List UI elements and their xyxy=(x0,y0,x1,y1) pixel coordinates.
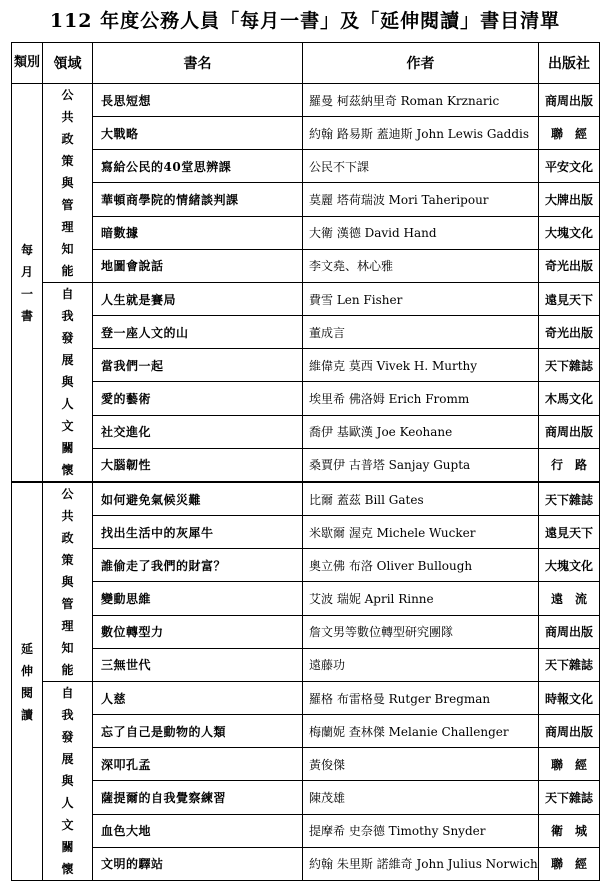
header-publisher: 出版社 xyxy=(539,43,600,84)
table-row xyxy=(12,648,600,681)
publisher-cell: 天下雜誌 xyxy=(539,349,600,382)
author-cell: 詹文男等數位轉型研究團隊 xyxy=(303,615,539,648)
table-row xyxy=(12,582,600,615)
book-title-cell: 人慈 xyxy=(93,682,303,715)
author-cell: 維偉克 莫西 Vivek H. Murthy xyxy=(303,349,539,382)
author-cell: 桑賈伊 古普塔 Sanjay Gupta xyxy=(303,448,539,482)
author-cell: 李文堯、林心雅 xyxy=(303,249,539,282)
table-row xyxy=(12,316,600,349)
author-cell: 大衛 漢德 David Hand xyxy=(303,216,539,249)
publisher-cell: 聯 經 xyxy=(539,748,600,781)
header-area: 領域 xyxy=(43,43,93,84)
table-row xyxy=(12,249,600,282)
author-cell: 比爾 蓋茲 Bill Gates xyxy=(303,482,539,516)
table-row xyxy=(12,748,600,781)
publisher-cell: 大塊文化 xyxy=(539,216,600,249)
book-title-cell: 變動思維 xyxy=(93,582,303,615)
publisher-cell: 商周出版 xyxy=(539,715,600,748)
author-cell: 陳茂雄 xyxy=(303,781,539,814)
author-cell: 埃里希 佛洛姆 Erich Fromm xyxy=(303,382,539,415)
author-cell: 公民不下課 xyxy=(303,150,539,183)
book-title-cell: 暗數據 xyxy=(93,216,303,249)
author-cell: 費雪 Len Fisher xyxy=(303,283,539,316)
author-cell: 羅曼 柯茲納里奇 Roman Krznaric xyxy=(303,84,539,117)
area-cell: 公 共 政 策 與 管 理 知 能 xyxy=(43,84,93,283)
book-title-cell: 找出生活中的灰犀牛 xyxy=(93,516,303,549)
author-cell: 喬伊 基歐漢 Joe Keohane xyxy=(303,415,539,448)
book-title-cell: 深叩孔孟 xyxy=(93,748,303,781)
publisher-cell: 商周出版 xyxy=(539,415,600,448)
area-cell: 自 我 發 展 與 人 文 關 懷 xyxy=(43,283,93,483)
book-title-cell: 薩提爾的自我覺察練習 xyxy=(93,781,303,814)
publisher-cell: 衛 城 xyxy=(539,814,600,847)
book-title-cell: 誰偷走了我們的財富？ xyxy=(93,549,303,582)
book-title-cell: 大戰略 xyxy=(93,117,303,150)
publisher-cell: 商周出版 xyxy=(539,615,600,648)
author-cell: 黃俊傑 xyxy=(303,748,539,781)
author-cell: 羅格 布雷格曼 Rutger Bregman xyxy=(303,682,539,715)
book-title-cell: 當我們一起 xyxy=(93,349,303,382)
page-title: 112 年度公務人員「每月一書」及「延伸閱讀」書目清單 xyxy=(49,10,561,32)
table-row xyxy=(12,549,600,582)
table-row xyxy=(12,448,600,482)
publisher-cell: 天下雜誌 xyxy=(539,781,600,814)
book-title-cell: 血色大地 xyxy=(93,814,303,847)
book-title-cell: 華頓商學院的情緒談判課 xyxy=(93,183,303,216)
book-title-cell: 地圖會說話 xyxy=(93,249,303,282)
category-cell: 延 伸 閱 讀 xyxy=(12,482,43,881)
book-title-cell: 登一座人文的山 xyxy=(93,316,303,349)
author-cell: 約翰 朱里斯 諾維奇 John Julius Norwich xyxy=(303,847,539,880)
author-cell: 奧立佛 布洛 Oliver Bullough xyxy=(303,549,539,582)
book-title-cell: 社交進化 xyxy=(93,415,303,448)
publisher-cell: 大塊文化 xyxy=(539,549,600,582)
publisher-cell: 聯 經 xyxy=(539,847,600,880)
table-row xyxy=(12,516,600,549)
table-row xyxy=(12,682,600,715)
publisher-cell: 遠見天下 xyxy=(539,516,600,549)
header-author: 作者 xyxy=(303,43,539,84)
book-title-cell: 三無世代 xyxy=(93,648,303,681)
table-row xyxy=(12,150,600,183)
publisher-cell: 時報文化 xyxy=(539,682,600,715)
table-row xyxy=(12,84,600,117)
header-row xyxy=(12,43,600,84)
publisher-cell: 天下雜誌 xyxy=(539,482,600,516)
table-row xyxy=(12,216,600,249)
publisher-cell: 行 路 xyxy=(539,448,600,482)
author-cell: 莫麗 塔荷瑞波 Mori Taheripour xyxy=(303,183,539,216)
table-row xyxy=(12,482,600,516)
book-title-cell: 人生就是賽局 xyxy=(93,283,303,316)
table-row xyxy=(12,814,600,847)
table-row xyxy=(12,781,600,814)
author-cell: 梅蘭妮 查林傑 Melanie Challenger xyxy=(303,715,539,748)
publisher-cell: 奇光出版 xyxy=(539,316,600,349)
book-title-cell: 文明的驛站 xyxy=(93,847,303,880)
book-title-cell: 寫給公民的40堂思辨課 xyxy=(93,150,303,183)
table-row xyxy=(12,615,600,648)
table-row xyxy=(12,283,600,316)
book-list-table xyxy=(11,42,600,881)
table-row xyxy=(12,183,600,216)
publisher-cell: 天下雜誌 xyxy=(539,648,600,681)
publisher-cell: 奇光出版 xyxy=(539,249,600,282)
table-row xyxy=(12,847,600,880)
area-cell: 自 我 發 展 與 人 文 關 懷 xyxy=(43,682,93,881)
book-title-cell: 數位轉型力 xyxy=(93,615,303,648)
book-title-cell: 長思短想 xyxy=(93,84,303,117)
table-row xyxy=(12,349,600,382)
publisher-cell: 遠見天下 xyxy=(539,283,600,316)
author-cell: 米歇爾 渥克 Michele Wucker xyxy=(303,516,539,549)
table-row xyxy=(12,715,600,748)
publisher-cell: 聯 經 xyxy=(539,117,600,150)
book-title-cell: 大腦韌性 xyxy=(93,448,303,482)
publisher-cell: 木馬文化 xyxy=(539,382,600,415)
publisher-cell: 商周出版 xyxy=(539,84,600,117)
table-row xyxy=(12,382,600,415)
publisher-cell: 平安文化 xyxy=(539,150,600,183)
author-cell: 提摩希 史奈德 Timothy Snyder xyxy=(303,814,539,847)
area-cell: 公 共 政 策 與 管 理 知 能 xyxy=(43,482,93,682)
publisher-cell: 遠 流 xyxy=(539,582,600,615)
author-cell: 約翰 路易斯 蓋迪斯 John Lewis Gaddis xyxy=(303,117,539,150)
book-title-cell: 如何避免氣候災難 xyxy=(93,482,303,516)
author-cell: 董成言 xyxy=(303,316,539,349)
category-cell: 每 月 一 書 xyxy=(12,84,43,483)
author-cell: 遠藤功 xyxy=(303,648,539,681)
header-category: 類別 xyxy=(12,43,43,84)
header-book: 書名 xyxy=(93,43,303,84)
book-title-cell: 愛的藝術 xyxy=(93,382,303,415)
author-cell: 艾波 瑞妮 April Rinne xyxy=(303,582,539,615)
table-row xyxy=(12,415,600,448)
book-title-cell: 忘了自己是動物的人類 xyxy=(93,715,303,748)
publisher-cell: 大牌出版 xyxy=(539,183,600,216)
table-row xyxy=(12,117,600,150)
